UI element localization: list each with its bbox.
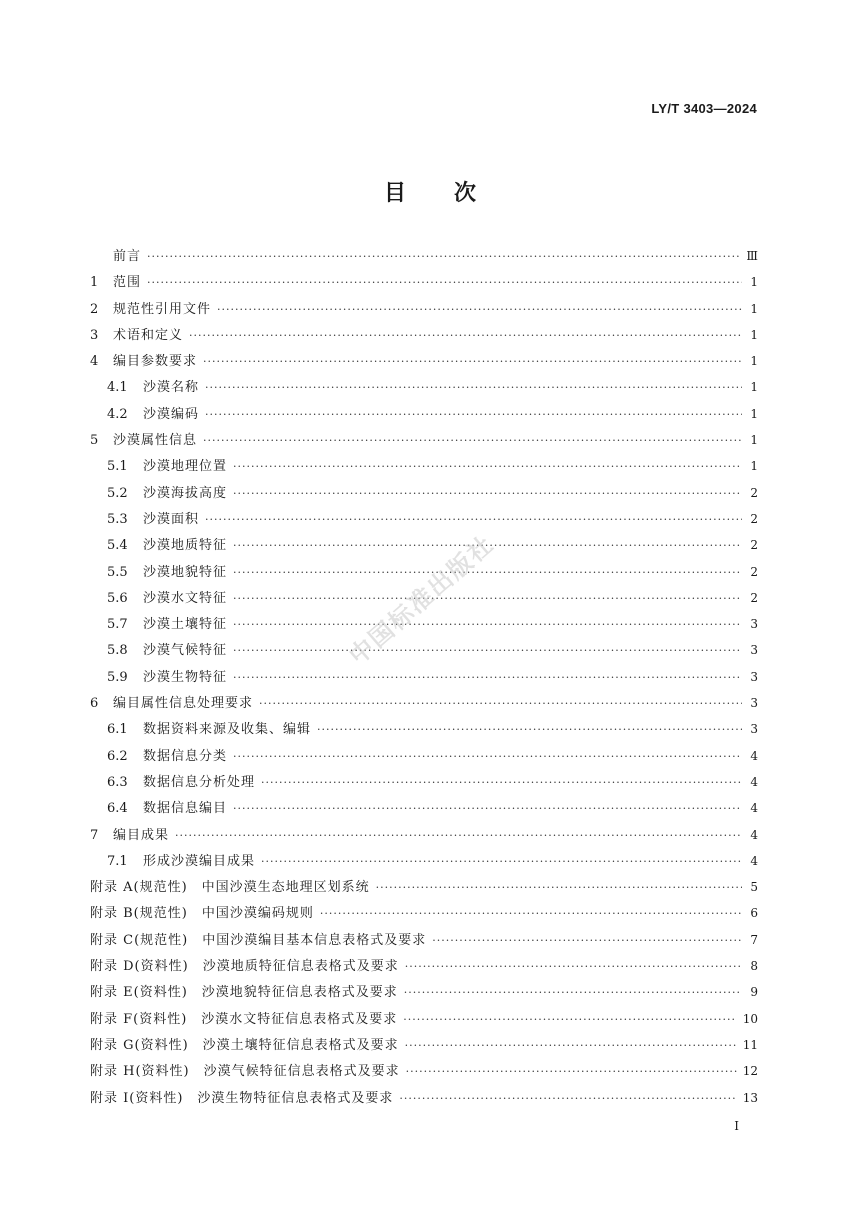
- toc-entry[interactable]: [90, 743, 758, 769]
- toc-dot-leader: [233, 612, 742, 638]
- toc-entry[interactable]: [90, 296, 758, 322]
- toc-entry-page: 1: [750, 301, 758, 316]
- toc-entry-title: 前言: [113, 249, 142, 264]
- toc-entry-title: 附录 I(资料性) 沙漠生物特征信息表格式及要求: [90, 1090, 394, 1106]
- toc-entry-number: 5.7: [107, 617, 128, 633]
- toc-entry-number: 6: [90, 696, 99, 712]
- toc-entry-page: 4: [750, 827, 758, 842]
- toc-entry-number: 5.6: [107, 590, 128, 606]
- toc-entry-page: 2: [750, 538, 758, 553]
- toc-entry[interactable]: [90, 427, 758, 453]
- toc-entry[interactable]: [90, 348, 758, 374]
- toc-entry[interactable]: [90, 322, 758, 348]
- page-title: 目次: [383, 180, 524, 206]
- toc-entry-page: 2: [750, 511, 758, 526]
- toc-entry-title: 编目属性信息处理要求: [113, 696, 254, 712]
- toc-entry-title: 数据信息编目: [143, 801, 228, 817]
- toc-entry-title: 附录 A(规范性) 中国沙漠生态地理区划系统: [90, 880, 370, 896]
- toc-entry-title: 形成沙漠编目成果: [143, 853, 256, 869]
- toc-entry-page: 4: [750, 853, 758, 868]
- toc-entry-page: 1: [750, 354, 758, 369]
- toc-entry[interactable]: [90, 374, 758, 400]
- toc-entry-title: 附录 C(规范性) 中国沙漠编目基本信息表格式及要求: [90, 932, 427, 948]
- toc-entry[interactable]: [90, 848, 758, 874]
- toc-entry-title: 附录 G(资料性) 沙漠土壤特征信息表格式及要求: [90, 1037, 399, 1053]
- toc-entry[interactable]: [90, 401, 758, 427]
- toc-entry-page: 8: [750, 959, 758, 974]
- toc-entry-page: 3: [750, 617, 758, 632]
- toc-entry-number: 3: [90, 327, 99, 343]
- toc-dot-leader: [405, 1033, 737, 1059]
- toc-entry-page: 1: [750, 380, 758, 395]
- toc-entry[interactable]: [90, 953, 758, 979]
- toc-dot-leader: [432, 928, 742, 954]
- toc-dot-leader: [403, 1007, 736, 1033]
- toc-dot-leader: [317, 717, 742, 743]
- table-of-contents: [90, 243, 758, 1111]
- toc-entry-number: 6.1: [107, 722, 128, 738]
- toc-entry-number: 7: [90, 827, 99, 843]
- toc-entry[interactable]: [90, 1058, 758, 1084]
- toc-entry-page: 7: [750, 932, 758, 947]
- toc-entry-number: 6.4: [107, 801, 128, 817]
- toc-entry-page: 11: [742, 1037, 758, 1052]
- toc-entry-page: 1: [750, 327, 758, 342]
- toc-entry-title: 编目成果: [113, 827, 170, 843]
- toc-entry-page: 9: [750, 985, 758, 1000]
- toc-entry[interactable]: [90, 795, 758, 821]
- toc-dot-leader: [261, 770, 742, 796]
- toc-entry-page: 3: [750, 696, 758, 711]
- toc-dot-leader: [147, 270, 742, 296]
- toc-entry-number: 4.1: [107, 380, 128, 396]
- toc-entry-title: 附录 D(资料性) 沙漠地质特征信息表格式及要求: [90, 959, 399, 975]
- toc-entry-title: 沙漠地理位置: [143, 459, 228, 475]
- toc-entry-number: 5.3: [107, 511, 128, 527]
- toc-entry-title: 沙漠属性信息: [113, 433, 198, 449]
- toc-entry-title: 沙漠土壤特征: [143, 617, 228, 633]
- toc-dot-leader: [217, 297, 742, 323]
- toc-entry[interactable]: [90, 1085, 758, 1111]
- toc-entry-title: 附录 E(资料性) 沙漠地貌特征信息表格式及要求: [90, 985, 398, 1001]
- toc-entry[interactable]: [90, 927, 758, 953]
- toc-entry-title: 范围: [113, 275, 142, 291]
- toc-dot-leader: [233, 586, 742, 612]
- toc-dot-leader: [233, 481, 742, 507]
- standard-code: LY/T 3403—2024: [651, 101, 757, 116]
- toc-entry[interactable]: [90, 900, 758, 926]
- toc-dot-leader: [259, 691, 742, 717]
- toc-entry-number: 2: [90, 301, 99, 317]
- toc-entry-title: 数据信息分析处理: [143, 774, 256, 790]
- toc-dot-leader: [147, 244, 740, 270]
- toc-entry-title: 沙漠海拔高度: [143, 485, 228, 501]
- watermark: 中国标准出版社: [343, 529, 500, 671]
- toc-entry-page: 12: [742, 1064, 758, 1079]
- toc-entry-title: 术语和定义: [113, 327, 184, 343]
- toc-entry-number: 7.1: [107, 853, 128, 869]
- toc-entry[interactable]: [90, 506, 758, 532]
- toc-entry-title: 沙漠地质特征: [143, 538, 228, 554]
- toc-entry-title: 数据信息分类: [143, 748, 228, 764]
- toc-entry[interactable]: [90, 690, 758, 716]
- toc-entry-page: 1: [750, 433, 758, 448]
- toc-entry-title: 沙漠名称: [143, 380, 200, 396]
- toc-entry-page: 3: [750, 722, 758, 737]
- toc-entry-title: 数据资料来源及收集、编辑: [143, 722, 312, 738]
- toc-entry[interactable]: [90, 822, 758, 848]
- toc-entry-number: 5.9: [107, 669, 128, 685]
- toc-entry-title: 编目参数要求: [113, 354, 198, 370]
- toc-entry-title: 附录 H(资料性) 沙漠气候特征信息表格式及要求: [90, 1064, 400, 1080]
- toc-dot-leader: [405, 954, 742, 980]
- toc-dot-leader: [406, 1059, 737, 1085]
- toc-entry-page: 2: [750, 485, 758, 500]
- toc-dot-leader: [189, 323, 742, 349]
- toc-entry-page: 3: [750, 643, 758, 658]
- toc-entry[interactable]: [90, 716, 758, 742]
- toc-dot-leader: [175, 823, 742, 849]
- toc-dot-leader: [233, 560, 742, 586]
- toc-dot-leader: [233, 796, 742, 822]
- toc-dot-leader: [203, 349, 742, 375]
- toc-entry-number: 5.8: [107, 643, 128, 659]
- toc-entry-page: 6: [750, 906, 758, 921]
- toc-entry[interactable]: [90, 480, 758, 506]
- toc-entry[interactable]: [90, 637, 758, 663]
- toc-entry[interactable]: [90, 453, 758, 479]
- toc-entry-number: 5.5: [107, 564, 128, 580]
- toc-entry-page: 1: [750, 459, 758, 474]
- toc-entry[interactable]: [90, 243, 758, 269]
- toc-entry-page: 4: [750, 801, 758, 816]
- toc-entry-title: 沙漠水文特征: [143, 590, 228, 606]
- toc-entry-page: 3: [750, 669, 758, 684]
- toc-entry-title: 沙漠地貌特征: [143, 564, 228, 580]
- toc-dot-leader: [233, 638, 742, 664]
- toc-dot-leader: [233, 665, 742, 691]
- toc-entry[interactable]: [90, 874, 758, 900]
- toc-entry-page: Ⅲ: [746, 249, 758, 263]
- toc-entry[interactable]: [90, 664, 758, 690]
- toc-dot-leader: [320, 901, 742, 927]
- toc-entry-page: 4: [750, 774, 758, 789]
- toc-entry-number: 6.2: [107, 748, 128, 764]
- toc-entry[interactable]: [90, 532, 758, 558]
- toc-entry-title: 规范性引用文件: [113, 301, 212, 317]
- toc-entry-title: 附录 F(资料性) 沙漠水文特征信息表格式及要求: [90, 1011, 398, 1027]
- toc-entry-number: 5.4: [107, 538, 128, 554]
- toc-dot-leader: [233, 454, 742, 480]
- toc-entry-number: 5: [90, 433, 99, 449]
- toc-entry-page: 5: [750, 880, 758, 895]
- toc-entry[interactable]: [90, 979, 758, 1005]
- toc-entry-title: 沙漠生物特征: [143, 669, 228, 685]
- toc-entry-number: 6.3: [107, 774, 128, 790]
- toc-dot-leader: [205, 375, 742, 401]
- toc-entry[interactable]: [90, 269, 758, 295]
- toc-entry-page: 10: [742, 1011, 758, 1026]
- toc-entry-number: 5.1: [107, 459, 128, 475]
- toc-entry-title: 沙漠编码: [143, 406, 200, 422]
- toc-entry-number: 1: [90, 275, 99, 291]
- toc-entry-page: 2: [750, 564, 758, 579]
- toc-entry-title: 沙漠面积: [143, 511, 200, 527]
- page-number: I: [734, 1119, 739, 1133]
- toc-entry[interactable]: [90, 1006, 758, 1032]
- toc-entry-page: 1: [750, 275, 758, 290]
- toc-dot-leader: [404, 980, 742, 1006]
- toc-dot-leader: [261, 849, 742, 875]
- toc-dot-leader: [376, 875, 742, 901]
- toc-entry-number: 5.2: [107, 485, 128, 501]
- toc-dot-leader: [233, 744, 742, 770]
- toc-entry-number: 4: [90, 354, 99, 370]
- toc-dot-leader: [205, 402, 742, 428]
- toc-entry-title: 沙漠气候特征: [143, 643, 228, 659]
- toc-entry-page: 2: [750, 590, 758, 605]
- toc-entry-number: 4.2: [107, 406, 128, 422]
- toc-dot-leader: [203, 428, 742, 454]
- toc-entry[interactable]: [90, 1032, 758, 1058]
- toc-entry-title: 附录 B(规范性) 中国沙漠编码规则: [90, 906, 314, 922]
- toc-entry-page: 4: [750, 748, 758, 763]
- toc-entry-page: 1: [750, 406, 758, 421]
- toc-entry-page: 13: [742, 1090, 758, 1105]
- toc-dot-leader: [399, 1086, 736, 1112]
- toc-entry[interactable]: [90, 769, 758, 795]
